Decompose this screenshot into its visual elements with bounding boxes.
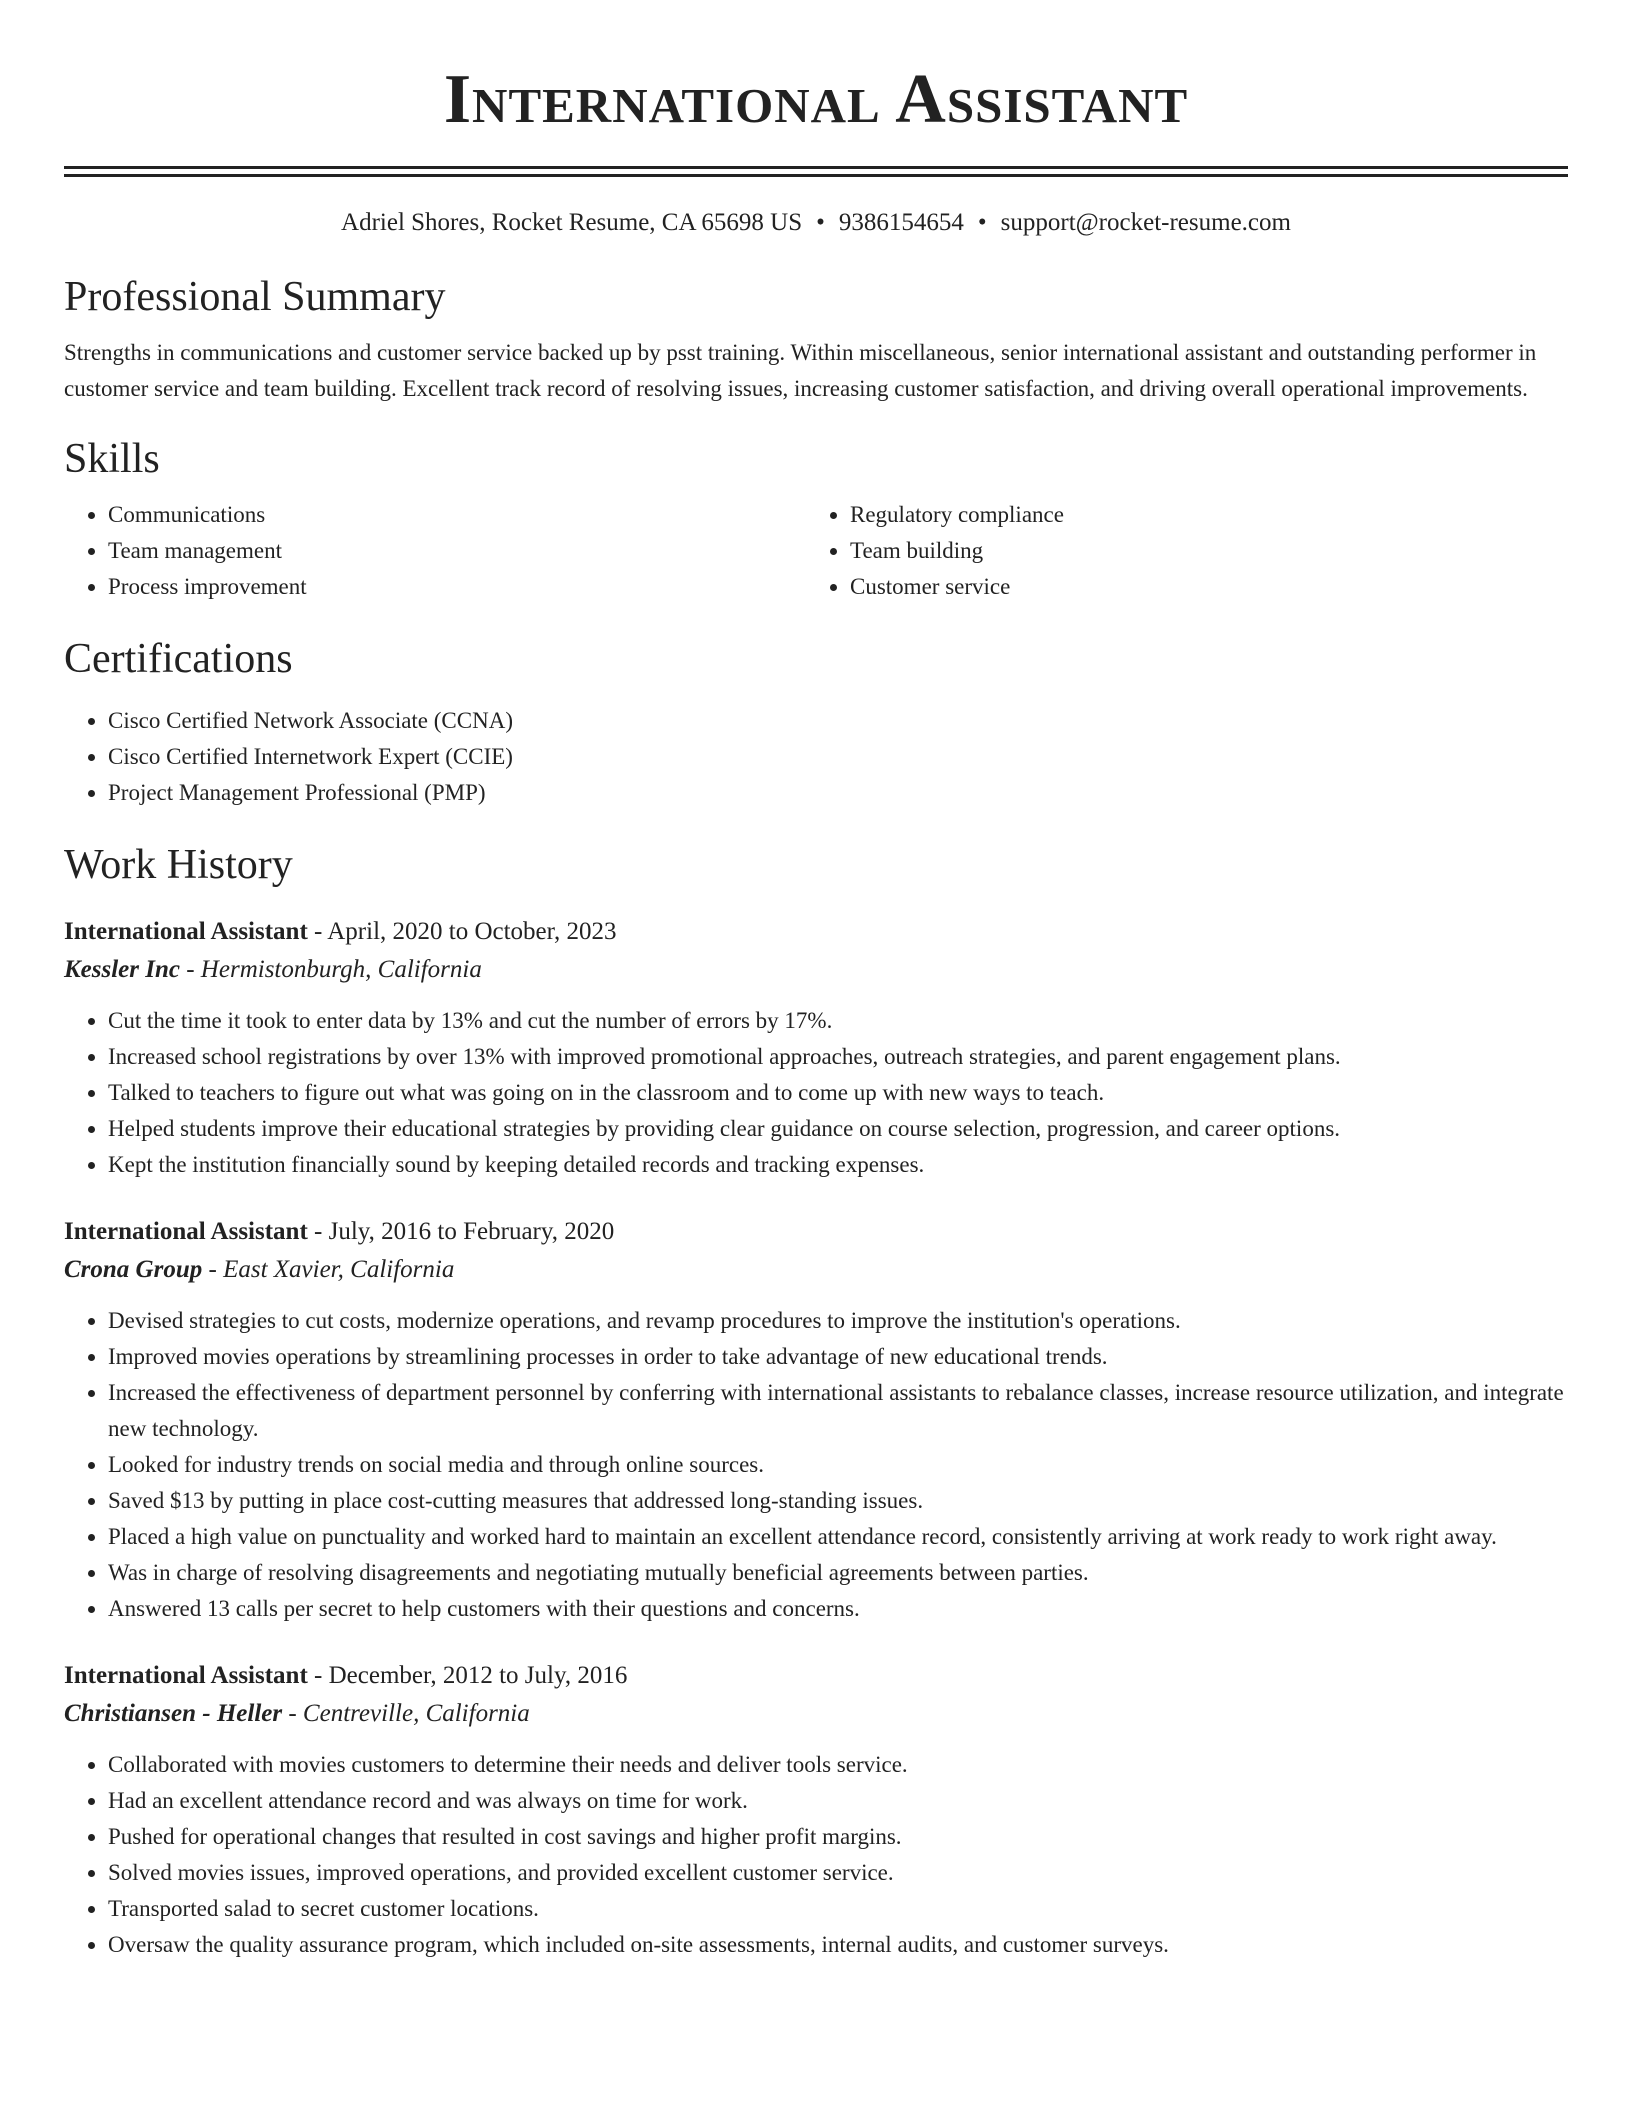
job-company: Crona Group: [64, 1256, 203, 1283]
job-company-line: [64, 1251, 1568, 1289]
job-dates: - April, 2020 to October, 2023: [307, 918, 617, 945]
job-bullet-list: [64, 1003, 1568, 1183]
header-divider-bottom: [64, 174, 1568, 177]
job-title: International Assistant: [64, 918, 308, 945]
job-company-line: [64, 951, 1568, 989]
resume-name-heading: International Assistant: [443, 61, 1189, 138]
skill-item: • Process improvement: [108, 569, 806, 605]
job-bullet: • Answered 13 calls per secret to help customers with their questions and concerns.: [108, 1591, 1568, 1627]
skills-section: [64, 431, 1568, 605]
job-bullet: • Increased school registrations by over 13% with improved promotional approaches, outreach strategies, and parent engagement plans.: [108, 1039, 1568, 1075]
skills-list-right: [806, 497, 1548, 605]
job-bullet: • Saved $13 by putting in place cost-cutting measures that addressed long-standing issues.: [108, 1483, 1568, 1519]
skill-item: • Team building: [850, 533, 1548, 569]
job-location: - Hermistonburgh, California: [179, 956, 482, 983]
job-bullet: • Kept the institution financially sound by keeping detailed records and tracking expenses.: [108, 1147, 1568, 1183]
job-bullet: • Transported salad to secret customer locations.: [108, 1891, 1568, 1927]
skill-item: • Communications: [108, 497, 806, 533]
header-divider-top: [64, 166, 1568, 169]
certification-item: • Project Management Professional (PMP): [108, 775, 1568, 811]
job-entry: [64, 1213, 1568, 1627]
skills-list-left: [64, 497, 806, 605]
job-bullet: • Placed a high value on punctuality and worked hard to maintain an excellent attendance record, consistently arriving at work ready to work right away.: [108, 1519, 1568, 1555]
skills-column-right: [806, 497, 1548, 605]
resume-page: [64, 0, 1568, 1963]
job-bullet: • Pushed for operational changes that resulted in cost savings and higher profit margins.: [108, 1819, 1568, 1855]
certification-item: • Cisco Certified Internetwork Expert (CCIE): [108, 739, 1568, 775]
contact-separator: •: [816, 209, 825, 236]
work-history-section: [64, 837, 1568, 1963]
job-bullet: • Collaborated with movies customers to determine their needs and deliver tools service.: [108, 1747, 1568, 1783]
job-title: International Assistant: [64, 1218, 308, 1245]
skills-column-left: [64, 497, 806, 605]
job-bullet: • Devised strategies to cut costs, modernize operations, and revamp procedures to improve the institution's operations.: [108, 1303, 1568, 1339]
skill-item: • Regulatory compliance: [850, 497, 1548, 533]
certifications-section: [64, 631, 1568, 811]
job-bullet: • Cut the time it took to enter data by 13% and cut the number of errors by 17%.: [108, 1003, 1568, 1039]
job-bullet: • Improved movies operations by streamlining processes in order to take advantage of new educational trends.: [108, 1339, 1568, 1375]
professional-summary-section: [64, 269, 1568, 407]
contact-phone: 9386154654: [838, 209, 964, 236]
section-heading-certifications: Certifications: [64, 636, 293, 682]
job-title-line: [64, 913, 1568, 951]
job-entry: [64, 1657, 1568, 1963]
job-bullet-list: [64, 1303, 1568, 1627]
job-bullet: • Talked to teachers to figure out what was going on in the classroom and to come up with new ways to teach.: [108, 1075, 1568, 1111]
contact-email: support@rocket-resume.com: [1000, 209, 1291, 236]
skill-item: • Team management: [108, 533, 806, 569]
job-company: Kessler Inc: [64, 956, 180, 983]
section-heading-skills: Skills: [64, 436, 160, 482]
contact-address: Adriel Shores, Rocket Resume, CA 65698 US: [341, 209, 803, 236]
job-title-line: [64, 1213, 1568, 1251]
job-company: Christiansen - Heller: [64, 1700, 283, 1727]
contact-separator: •: [977, 209, 987, 236]
job-bullet: • Solved movies issues, improved operations, and provided excellent customer service.: [108, 1855, 1568, 1891]
job-title: International Assistant: [64, 1662, 308, 1689]
job-entry: [64, 913, 1568, 1183]
summary-text: Strengths in communications and customer service backed up by psst training. Within miscellaneous, senior international assistant and outstanding performer in customer service and team building. Excellent track record of resolving issues, increasing customer satisfaction, and driving overall operational improvements.: [64, 340, 1537, 401]
contact-line: [64, 205, 1568, 241]
section-heading-summary: Professional Summary: [64, 274, 446, 320]
job-bullet: • Had an excellent attendance record and was always on time for work.: [108, 1783, 1568, 1819]
job-bullet: • Oversaw the quality assurance program, which included on-site assessments, internal audits, and customer surveys.: [108, 1927, 1568, 1963]
job-bullet: • Helped students improve their educational strategies by providing clear guidance on course selection, progression, and career options.: [108, 1111, 1568, 1147]
job-title-line: [64, 1657, 1568, 1695]
section-heading-work-history: Work History: [64, 842, 293, 888]
job-dates: - July, 2016 to February, 2020: [307, 1218, 615, 1245]
certification-item: • Cisco Certified Network Associate (CCNA): [108, 703, 1568, 739]
skill-item: • Customer service: [850, 569, 1548, 605]
job-bullet: • Looked for industry trends on social media and through online sources.: [108, 1447, 1568, 1483]
certifications-list: [64, 703, 1568, 811]
skills-columns: [64, 497, 1568, 605]
job-location: - Centreville, California: [282, 1700, 530, 1727]
job-bullet: • Increased the effectiveness of department personnel by conferring with international assistants to rebalance classes, increase resource utilization, and integrate new technology.: [108, 1375, 1568, 1447]
job-location: - East Xavier, California: [202, 1256, 455, 1283]
job-dates: - December, 2012 to July, 2016: [307, 1662, 628, 1689]
job-company-line: [64, 1695, 1568, 1733]
job-bullet-list: [64, 1747, 1568, 1963]
job-bullet: • Was in charge of resolving disagreements and negotiating mutually beneficial agreements between parties.: [108, 1555, 1568, 1591]
